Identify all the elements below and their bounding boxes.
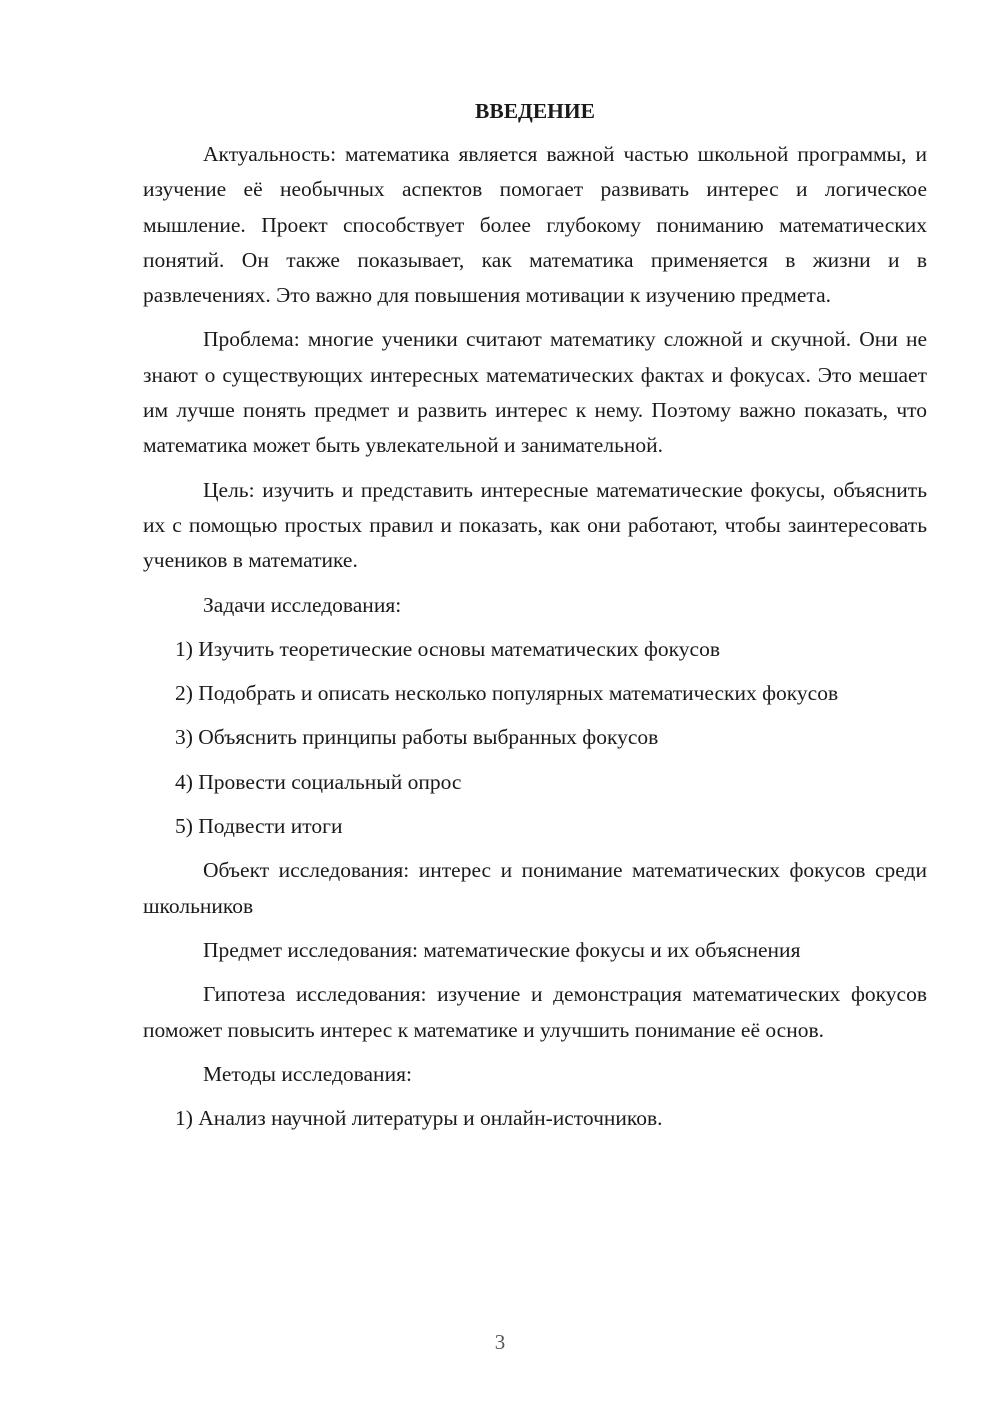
- task-item-2: 2) Подобрать и описать несколько популярных математических фокусов: [175, 681, 839, 706]
- relevance-paragraph: Актуальность: математика является важной частью школьной программы, и изучение её необычных аспектов помогает развивать интерес и логическое мышление. Проект способствует более глубокому пониманию математических понятий. Он также показывает, как математика применяется в жизни и в развлечениях. Это важно для повышения мотивации к изучению предмета.: [143, 142, 927, 308]
- tasks-heading: Задачи исследования:: [203, 592, 402, 617]
- research-subject: Предмет исследования: математические фокусы и их объяснения: [203, 937, 801, 962]
- problem-paragraph: Проблема: многие ученики считают математику сложной и скучной. Они не знают о существующих интересных математических фактах и фокусах. Это мешает им лучше понять предмет и развить интерес к нему. Поэтому важно показать, что математика может быть увлекательной и занимательной.: [143, 327, 927, 458]
- task-item-1: 1) Изучить теоретические основы математических фокусов: [175, 636, 720, 661]
- page-number: 3: [494, 1330, 506, 1354]
- methods-heading: Методы исследования:: [203, 1061, 412, 1086]
- research-object: Объект исследования: интерес и понимание математических фокусов среди школьников: [143, 858, 927, 918]
- task-item-5: 5) Подвести итоги: [175, 814, 343, 839]
- section-title: ВВЕДЕНИЕ: [475, 99, 595, 123]
- document-page: [143, 95, 927, 1136]
- goal-paragraph: Цель: изучить и представить интересные математические фокусы, объяснить их с помощью простых правил и показать, как они работают, чтобы заинтересовать учеников в математике.: [143, 477, 927, 573]
- research-hypothesis: Гипотеза исследования: изучение и демонстрация математических фокусов поможет повысить интерес к математике и улучшить понимание её основ.: [143, 982, 927, 1042]
- task-item-4: 4) Провести социальный опрос: [175, 769, 462, 794]
- task-item-3: 3) Объяснить принципы работы выбранных фокусов: [175, 725, 659, 750]
- method-item-1: 1) Анализ научной литературы и онлайн-источников.: [175, 1106, 663, 1131]
